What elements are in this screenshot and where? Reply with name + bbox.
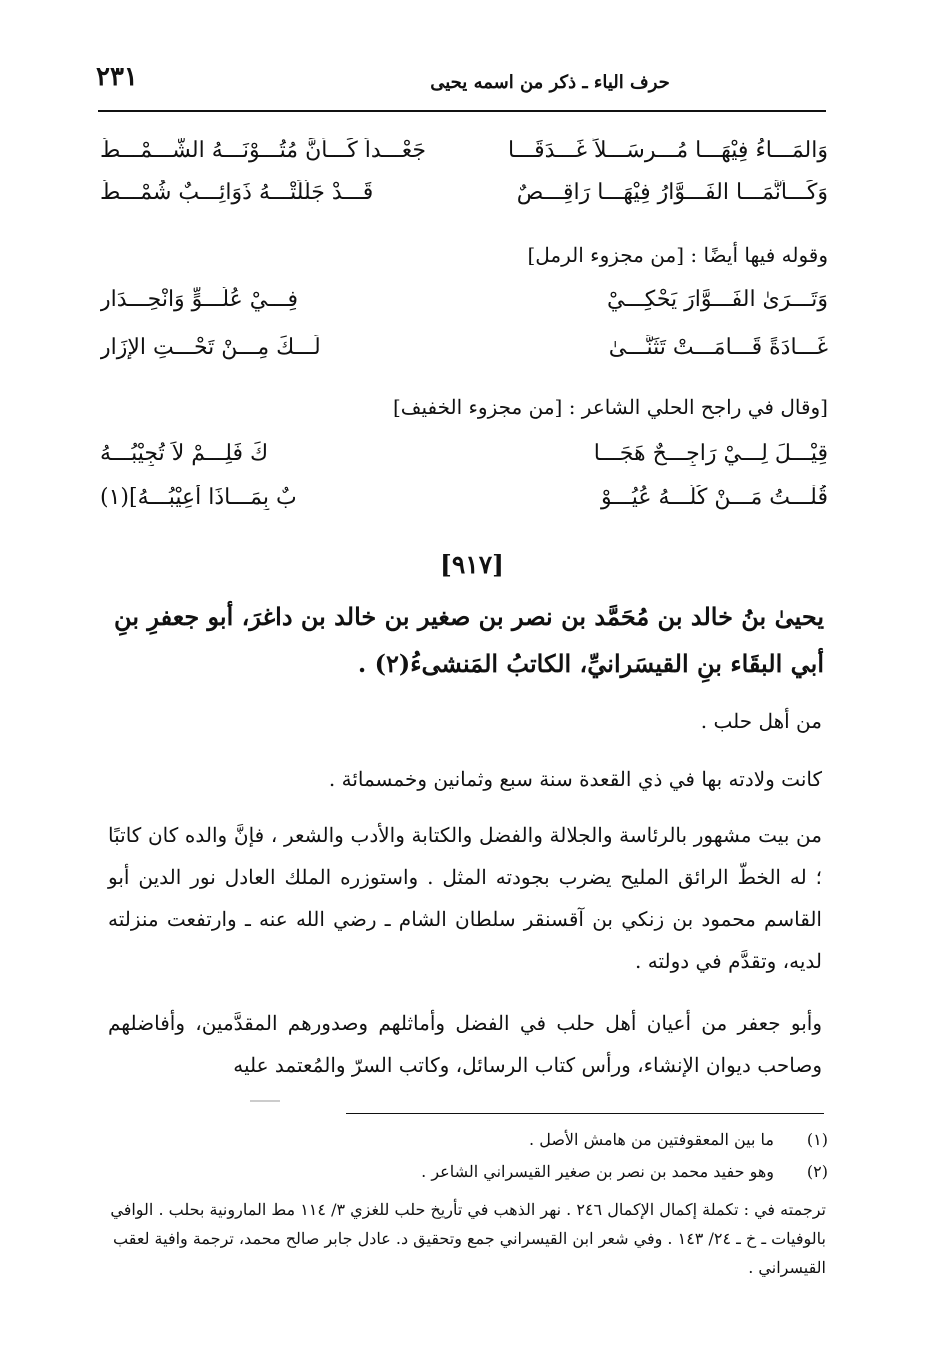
footnote-rule <box>346 1113 824 1114</box>
body-paragraph: من أهل حلب . <box>700 709 822 733</box>
footnote-text: ما بين المعقوفتين من هامش الأصل . <box>529 1130 774 1149</box>
header-rule <box>98 110 826 112</box>
body-paragraph: كانت ولادته بها في ذي القعدة سنة سبع وثمانين وخمسمائة . <box>328 767 822 791</box>
verse-second-hemistich: قَـــدْ جَلَّلَتْـــهُ ذَوَائِـــبٌ شُمْـــطُ <box>100 180 374 205</box>
verse-second-hemistich: كَ فَلِـــمْ لاَ تُجِيْبُـــهُ <box>100 441 269 466</box>
body-paragraph: من بيت مشهور بالرئاسة والجلالة والفضل والكتابة والأدب والشعر ، فإنَّ والده كان كاتبًا ؛ له الخطّ الرائق المليح يضرب بجودته المثل . واستوزره الملك العادل نور الدين أبو القاسم محمود بن زنكي بن آقسنقر سلطان الشام ـ رضي الله عنه ـ وارتفعت منزلته لديه، وتقدَّم في دولته . <box>108 823 822 973</box>
entry-heading: يحيىٰ بنُ خالد بن مُحَمَّد بن نصر بن صغير بن خالد بن داغرَ، أبو جعفرِ بنِ أبي البقَاء بنِ القيسَرانيِّ، الكاتبُ المَنشىءُ(٢) . <box>114 602 824 678</box>
verse-line <box>100 287 828 327</box>
verse-line <box>100 180 828 220</box>
verse-first-hemistich: وَكَـــأَنَّمَـــا الفَـــوَّارُ فِيْهَـــا رَاقِـــصٌ <box>516 180 828 205</box>
verse-line <box>100 138 828 178</box>
verse-line <box>100 485 828 525</box>
footnote-paragraph: ترجمته في : تكملة إكمال الإكمال ٢٤٦ . نهر الذهب في تأريخ حلب للغزي ٣/ ١١٤ مط المارونية بحلب . الوافي بالوفيات ـ خ ـ ٢٤/ ١٤٣ . وفي شعر ابن القيسراني جمع وتحقيق د. عادل جابر صالح محمد، ترجمة وافية لعقب القيسراني . <box>110 1200 826 1277</box>
verse-first-hemistich: غَـــادَةً قَـــامَـــتْ تَثَنَّـــىٰ <box>608 335 828 360</box>
verse-first-hemistich: قِيْـــلَ لِـــيْ رَاجِـــحٌ هَجَـــا <box>593 441 828 466</box>
footnote-text: وهو حفيد محمد بن نصر بن صغير القيسراني الشاعر . <box>421 1162 774 1181</box>
entry-number: [٩١٧] <box>440 550 504 579</box>
verse-intro-meter: وقوله فيها أيضًا : [من مجزوء الرمل] <box>527 243 828 267</box>
verse-second-hemistich: بٌ بِمَـــاذَا أُعِيْبُـــهُ](١) <box>100 485 297 510</box>
running-title: حرف الياء ـ ذكر من اسمه يحيى <box>430 72 670 93</box>
verse-line <box>100 335 828 375</box>
verse-second-hemistich: فِـــيْ عُلُـــوٍّ وَانْحِـــدَار <box>100 287 298 312</box>
verse-second-hemistich: جَعْـــداً كَـــأَنَّ مُتُـــوْنَـــهُ الشَّـــمْـــطُ <box>100 138 426 163</box>
footnote-marker: (٢) <box>806 1162 828 1181</box>
verse-first-hemistich: وَالمَـــاءُ فِيْهَـــا مُـــرسَـــلاً غَـــدَقَـــا <box>508 138 828 163</box>
body-paragraph: وأبو جعفر من أعيان أهل حلب في الفضل وأماثلهم وصدورهم المقدَّمين، وأفاضلهم وصاحب ديوان الإنشاء، ورأس كتاب الرسائل، وكاتب السرّ والمُعتمد عليه <box>108 1011 822 1077</box>
verse-intro-meter: [وقال في راجح الحلي الشاعر : [من مجزوء الخفيف] <box>392 395 828 419</box>
verse-first-hemistich: قُلْـــتُ مَـــنْ كُلُّـــهُ عُيُـــوْ <box>601 485 828 510</box>
footnote-marker: (١) <box>806 1130 828 1149</box>
verse-first-hemistich: وَتَـــرَىٰ الفَـــوَّارَ يَحْكِـــيْ <box>607 287 828 312</box>
verse-second-hemistich: لَـــكَ مِـــنْ تَحْـــتِ الإِزَار <box>100 335 321 360</box>
verse-line <box>100 441 828 481</box>
scan-smudge <box>250 1100 280 1102</box>
page-number: ٢٣١ <box>96 62 138 92</box>
